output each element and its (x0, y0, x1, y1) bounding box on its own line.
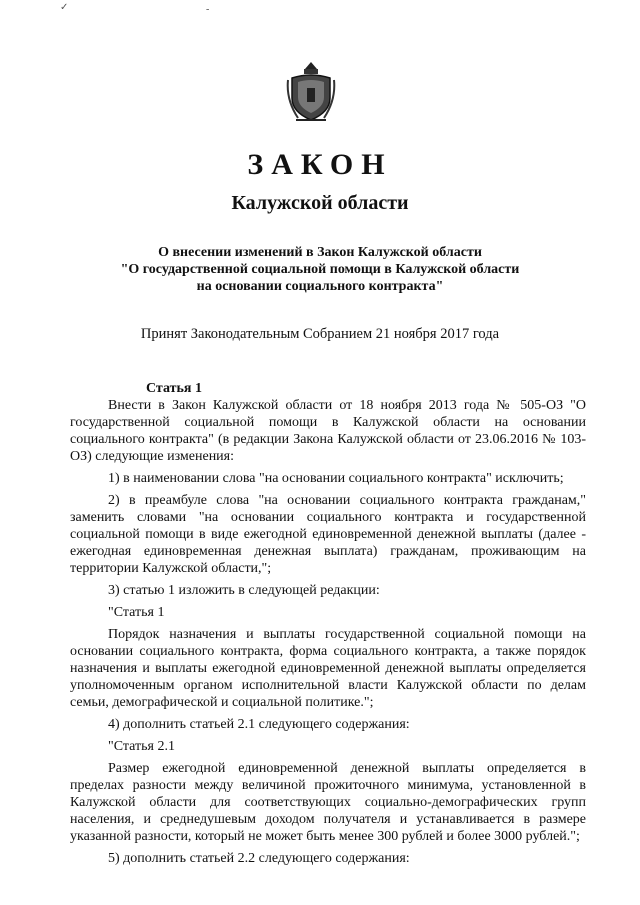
article-title: Статья 1 (146, 381, 202, 396)
paragraph: 5) дополнить статьей 2.2 следующего содержания: (108, 851, 410, 866)
paragraph: Внести в Закон Калужской области от 18 ноября 2013 года № 505-ОЗ "О государственной социальной помощи в Калужской области на основании социального контракта" (в редакции Закона Калужской области от 23.06.2016 № 103-ОЗ) следующие изменения: (70, 398, 586, 464)
document-title: ЗАКОН (247, 148, 393, 181)
heading-line: "О государственной социальной помощи в Калужской области (120, 262, 520, 277)
article-body (70, 380, 586, 872)
document-subtitle: Калужской области (231, 192, 409, 214)
paragraph: "Статья 1 (108, 605, 165, 620)
paragraph: 2) в преамбуле слова "на основании социального контракта гражданам," заменить словами "на основании социального контракта и государственной социальной помощи в виде ежегодной единовременной денежной выплаты (далее - ежегодная единовременная денежная выплата) гражданам, проживающим на территории Калужской области,"; (70, 493, 586, 576)
paragraph: Размер ежегодной единовременной денежной выплаты определяется в пределах разности между величиной прожиточного минимума, установленной в Калужской области для соответствующих социально-демографических групп населения, и среднедушевым доходом получателя и устанавливается в размере указанной разности, который не может быть менее 300 рублей и более 3000 рублей."; (70, 761, 586, 844)
heading-line: О внесении изменений в Закон Калужской области (158, 245, 482, 260)
paragraph: 1) в наименовании слова "на основании социального контракта" исключить; (108, 471, 564, 486)
paragraph: 3) статью 1 изложить в следующей редакции: (108, 583, 380, 598)
heading-line: на основании социального контракта" (196, 279, 444, 294)
law-heading (60, 244, 580, 295)
paragraph: 4) дополнить статьей 2.1 следующего содержания: (108, 717, 410, 732)
paragraph: Порядок назначения и выплаты государственной социальной помощи на основании социального контракта, форма социального контракта, а также порядок назначения и выплаты ежегодной единовременной денежной выплаты определяется уполномоченным органом исполнительной власти Калужской области по делам семьи, демографической и социальной политике."; (70, 627, 586, 710)
coat-of-arms-icon (286, 60, 336, 124)
scan-mark: ✓ (60, 2, 69, 13)
paragraph: "Статья 2.1 (108, 739, 175, 754)
adoption-date-line: Принят Законодательным Собранием 21 ноября 2017 года (140, 326, 500, 342)
scan-mark: - (206, 4, 210, 15)
